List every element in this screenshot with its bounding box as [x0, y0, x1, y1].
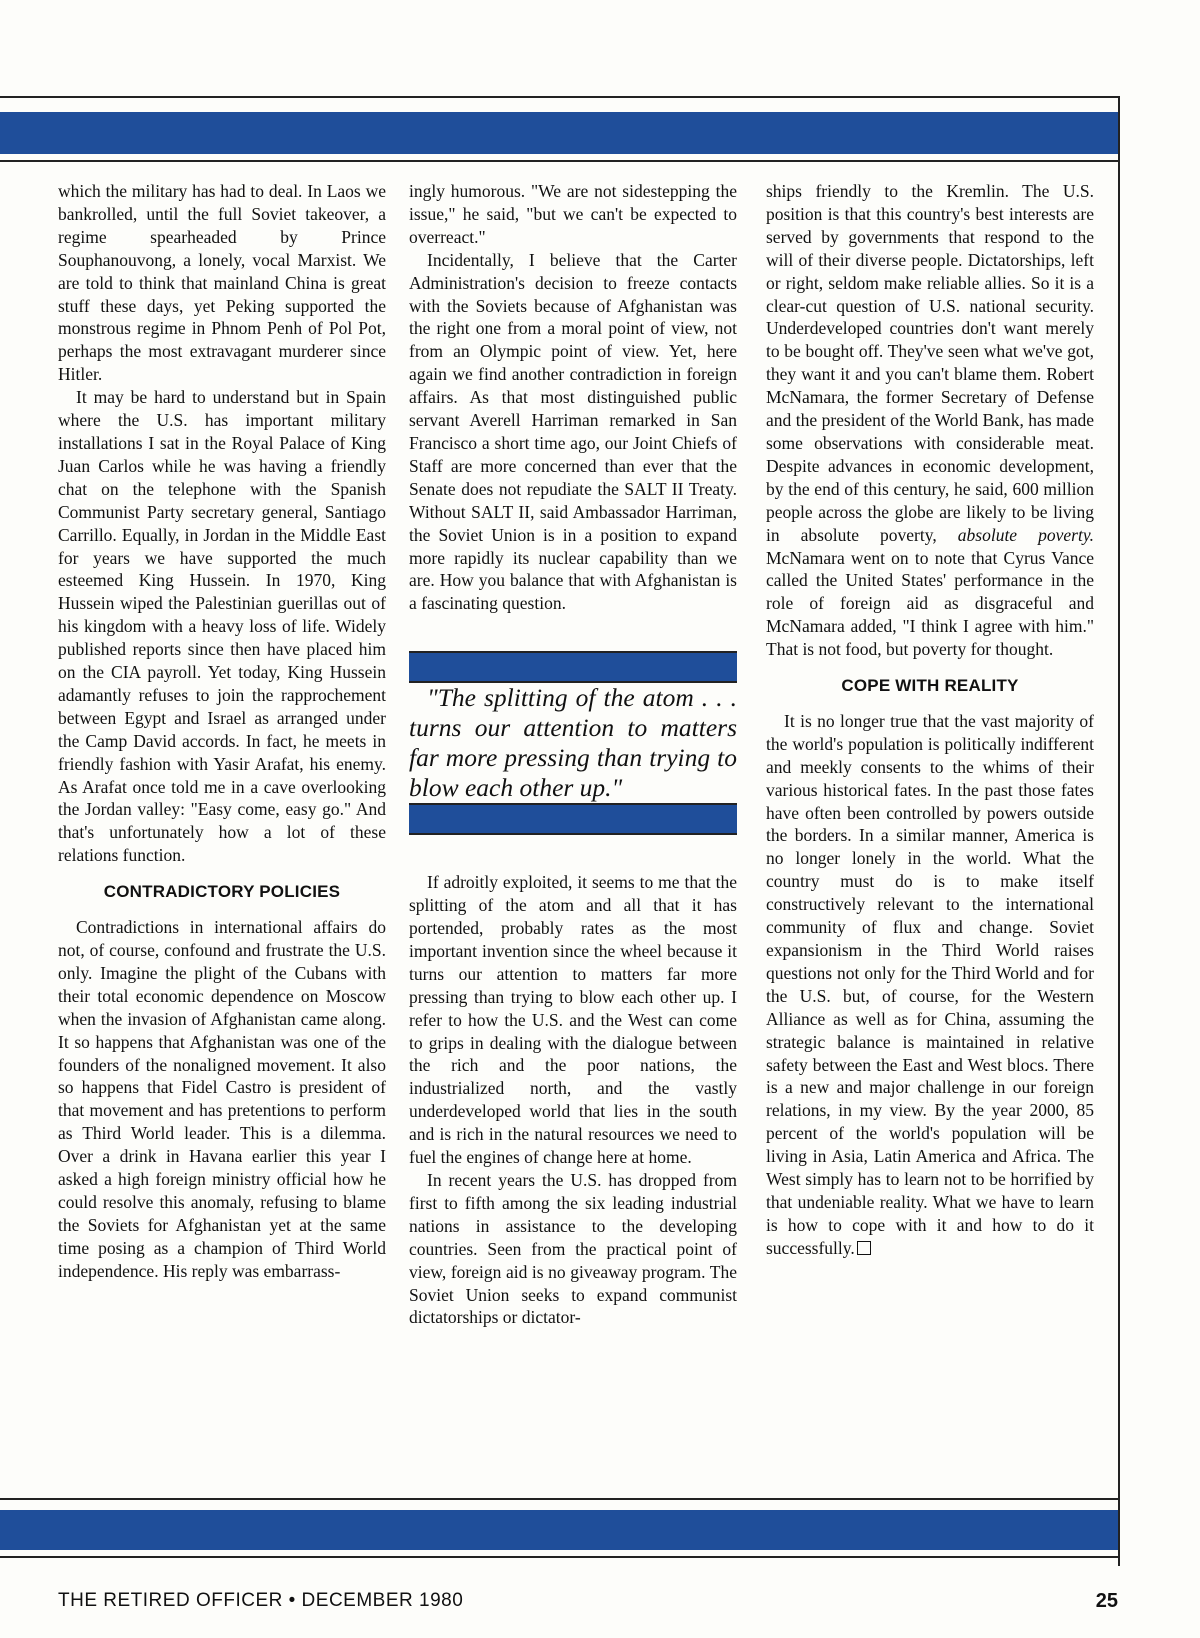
publication-line: THE RETIRED OFFICER • DECEMBER 1980 [58, 1590, 464, 1611]
paragraph: In recent years the U.S. has dropped from first to fifth among the six leading industrial nations in assistance to the developing countries. Seen from the practical point of view, foreign aid is no giveaway program. The Soviet Union seeks to expand communist dictatorships or dictator- [409, 1170, 737, 1328]
emphasis-text: absolute poverty. [957, 524, 1094, 545]
pull-quote-bar-top [409, 651, 737, 683]
pull-quote-bar-bottom [409, 803, 737, 835]
section-heading: CONTRADICTORY POLICIES [103, 882, 341, 902]
pull-quote-box [409, 651, 737, 835]
paragraph [766, 710, 1094, 1260]
page-number: 25 [1095, 1590, 1118, 1612]
bottom-color-band [0, 1510, 1118, 1550]
pull-quote: "The splitting of the atom . . . turns our attention to matters far more pressing than trying to blow each other up." [409, 683, 737, 803]
paragraph-text: ships friendly to the Kremlin. The U.S. position is that this country's best interests are served by governments that respond to the will of their diverse people. Dictatorships, left or right, seldom make reliable allies. So it is a clear-cut question of U.S. national security. Underdeveloped countries don't want merely to be bought off. They've seen what we've got, they want it and you can't blame them. Robert McNamara, the former Secretary of Defense and the president of the World Bank, has made some observations with considerable meat. Despite advances in economic development, by the end of this century, he said, 600 million people across the globe are likely to be living in absolute poverty, [766, 181, 1094, 545]
bottom-rule [0, 1498, 1118, 1500]
paragraph: Contradictions in international affairs do not, of course, confound and frustrate the U.S. only. Imagine the plight of the Cubans with their total economic dependence on Moscow when the invasion of Afghanistan came along. It so happens that Afghanistan was one of the founders of the nonaligned movement. It also so happens that Fidel Castro is president of that movement and has pretentions to perform as Third World leader. This is a dilemma. Over a drink in Havana earlier this year I asked a high foreign ministry official how he could resolve this anomaly, refusing to blame the Soviets for Afghanistan yet at the same time posing as a champion of Third World independence. His reply was embarrass- [58, 917, 386, 1281]
article-column-2 [409, 180, 737, 1329]
section-heading: COPE WITH REALITY [841, 676, 1019, 696]
paragraph: which the military has had to deal. In Laos we bankrolled, until the full Soviet takeover, a regime spearheaded by Prince Souphanouvong, a lonely, vocal Marxist. We are told to think that mainland China is great stuff these days, yet Peking supported the monstrous regime in Phnom Penh of Pol Pot, perhaps the most extravagant murderer since Hitler. [58, 181, 386, 385]
paragraph-text: It is no longer true that the vast majority of the world's population is politically indifferent and meekly consents to the whims of their various historical fates. In the past those fates have often been controlled by powers outside the borders. In a similar manner, America is no longer lonely in the world. What the country must do is to make itself constructively relevant to the international community of flux and change. Soviet expansionism in the Third World raises questions not only for the Third World and for the U.S. but, of course, for the Western Alliance as well as for China, assuming the strategic balance is maintained in relative safety between the East and West blocs. There is a new and major challenge in our foreign relations, in my view. By the year 2000, 85 percent of the world's population will be living in Asia, Latin America and Africa. The West simply has to learn not to be horrified by that undeniable reality. What we have to learn is how to cope with it and how to do it successfully. [766, 710, 1094, 1258]
paragraph: Incidentally, I believe that the Carter Administration's decision to freeze contacts with the Soviets because of Afghanistan was the right one from a moral point of view, not from an Olympic point of view. Yet, here again we find another contradiction in foreign affairs. As that most distinguished public servant Averell Harriman remarked in San Francisco a short time ago, our Joint Chiefs of Staff are more concerned than ever that the Senate does not repudiate the SALT II Treaty. Without SALT II, said Ambassador Harriman, the Soviet Union is in a position to expand more rapidly its nuclear capability than we are. How you balance that with Afghanistan is a fascinating question. [409, 249, 737, 614]
end-mark-icon [857, 1241, 871, 1255]
paragraph: ingly humorous. "We are not sidestepping the issue," he said, "but we can't be expected to overreact." [409, 181, 737, 247]
paragraph [766, 180, 1094, 661]
paragraph-text: McNamara went on to note that Cyrus Vance called the United States' performance in the role of foreign aid as disgraceful and McNamara added, "I think I agree with him." That is not food, but poverty for thought. [766, 547, 1094, 660]
article-column-3 [766, 180, 1094, 1260]
article-column-1 [58, 180, 386, 1283]
paragraph: It may be hard to understand but in Spain where the U.S. has important military installations I sat in the Royal Palace of King Juan Carlos while he was having a friendly chat on the telephone with the Spanish Communist Party secretary general, Santiago Carrillo. Equally, in Jordan in the Middle East for years we have supported the much esteemed King Hussein. In 1970, King Hussein wiped the Palestinian guerillas out of his kingdom with a heavy loss of life. Widely published reports since then have placed him on the CIA payroll. Yet today, King Hussein adamantly refuses to join the rapprochement between Egypt and Israel as arranged under the Camp David accords. In fact, he meets in friendly fashion with Yasir Arafat, his enemy. As Arafat once told me in a cave overlooking the Jordan valley: "Easy come, easy go." And that's unfortunately how a lot of these relations function. [58, 387, 386, 866]
paragraph: If adroitly exploited, it seems to me that the splitting of the atom and all that it has portended, probably rates as the most important invention since the wheel because it turns our attention to matters far more pressing than trying to blow each other up. I refer to how the U.S. and the West can come to grips in dealing with the dialogue between the rich and the poor nations, the industrialized north, and the vastly underdeveloped world that lies in the south and is rich in the natural resources we need to fuel the engines of change here at home. [409, 872, 737, 1168]
bottom-rule-lower [0, 1556, 1118, 1558]
